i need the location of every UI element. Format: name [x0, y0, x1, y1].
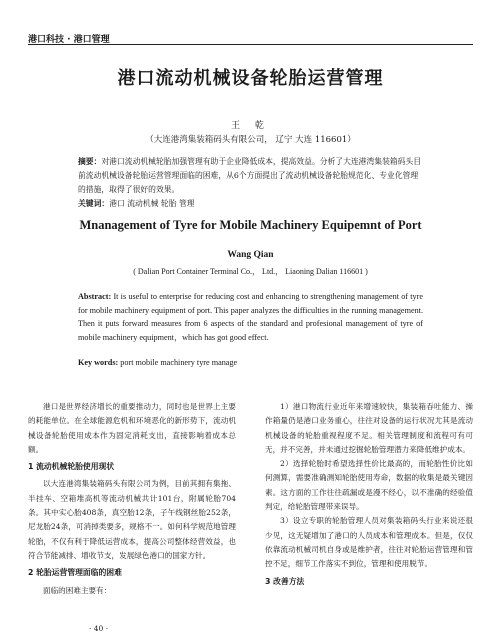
paragraph: 以大连港湾集装箱码头有限公司为例，目前其拥有集拖、半挂车、空箱堆高机等流动机械共计101台，附属轮胎704条。其中实心胎408条，真空胎12条，子午线钢丝胎252条，尼龙胎24条，可消掉类要多，规格不一。如何科学规范地管理轮胎，不仅有利于降低运营成本，提高公司整体经营效益，也符合节能减排、增收节支，发展绿色港口的国家方针。	[28, 479, 236, 560]
affiliation-cn: （大连港湾集装箱码头有限公司， 辽宁 大连 116601）	[145, 135, 356, 145]
body-column-left	[28, 400, 236, 598]
paragraph: 3）设立专职的轮胎管理人员对集装箱码头行业来说还很少见，这无疑增加了港口的人员成本和管理成本。但是，仅仅依靠流动机械司机自身或是维护者，往往对轮胎运营管理和管控不足，细节工作落实不到位，管理和使用脱节。	[265, 516, 473, 569]
paragraph: 面临的困难主要有：	[43, 585, 112, 595]
keywords-cn-text: 港口 流动机械 轮胎 管理	[109, 199, 195, 208]
header-rule	[28, 44, 473, 45]
keywords-en	[78, 358, 423, 367]
abstract-en-text: It is useful to enterprise for reducing cost and enhancing to strengthening management of tyre for mobile machinery equipment of port. This paper analyzes the difficulties in the running management. Then it puts forward measures from 6 aspects of the standard and profesional management of tyre of mobile machinery equipment，which has got good effect.	[78, 292, 423, 342]
abstract-cn-label: 摘要：	[78, 157, 102, 166]
page-number: · 40 ·	[89, 624, 109, 633]
affiliation-en: ( Dalian Port Container Terminal Co.， Ltd.， Liaoning Dalian 116601 )	[133, 267, 368, 276]
paragraph: 1）港口物流行业近年来增速较快，集装箱吞吐能力、操作箱量仍是港口业务重心，往往对设备的运行状况尤其是流动机械设备的轮胎重视程度不足。相关管理制度和流程可有可无，并不完善，并未通过挖掘轮胎管理潜力来降低维护成本。	[265, 402, 473, 454]
abstract-en	[78, 290, 423, 344]
section-heading: 3 改善方法	[265, 576, 305, 586]
abstract-en-label: Abstract:	[78, 292, 112, 301]
keywords-en-label: Key words:	[78, 358, 119, 367]
paragraph: 港口是世界经济增长的重要推动力，同时也是世界上主要的耗能单位。在全球能源危机和环境恶化的新形势下，流动机械设备轮胎使用成本作为固定消耗支出，直接影响着成本总额。	[28, 402, 236, 454]
title-en: Mnanagement of Tyre for Mobile Machinery Equipemnt of Port	[79, 218, 422, 232]
keywords-cn-label: 关键词：	[78, 199, 110, 208]
keywords-en-text: port mobile machinery tyre manage	[120, 358, 238, 367]
author-en: Wang Qian	[227, 250, 274, 260]
section-heading: 2 轮胎运营管理面临的困难	[28, 568, 122, 578]
paragraph: 2）选择轮胎时希望选择性价比最高的，而轮胎性价比如何测算，需要准确测知轮胎使用寿命，数据的收集是最关键因素。这方面的工作往往疏漏或是漫不经心，以不准确的经验值判定，给轮胎管理带来误导。	[265, 459, 473, 512]
journal-header: 港口科技 · 港口管理	[28, 35, 110, 45]
section-heading: 1 流动机械轮胎使用现状	[28, 462, 115, 472]
body-column-right	[265, 400, 473, 592]
title-cn: 港口流动机械设备轮胎运营管理	[117, 68, 384, 89]
keywords-cn	[78, 197, 423, 211]
author-cn: 王 乾	[231, 121, 270, 131]
abstract-cn	[78, 155, 423, 197]
abstract-cn-text: 对港口流动机械轮胎加强管理有助于企业降低成本，提高效益。分析了大连港湾集装箱码头目前流动机械设备轮胎运营管理面临的困难，从6个方面提出了流动机械设备轮胎规范化、专业化管理的措施，取得了很好的效果。	[78, 157, 422, 194]
